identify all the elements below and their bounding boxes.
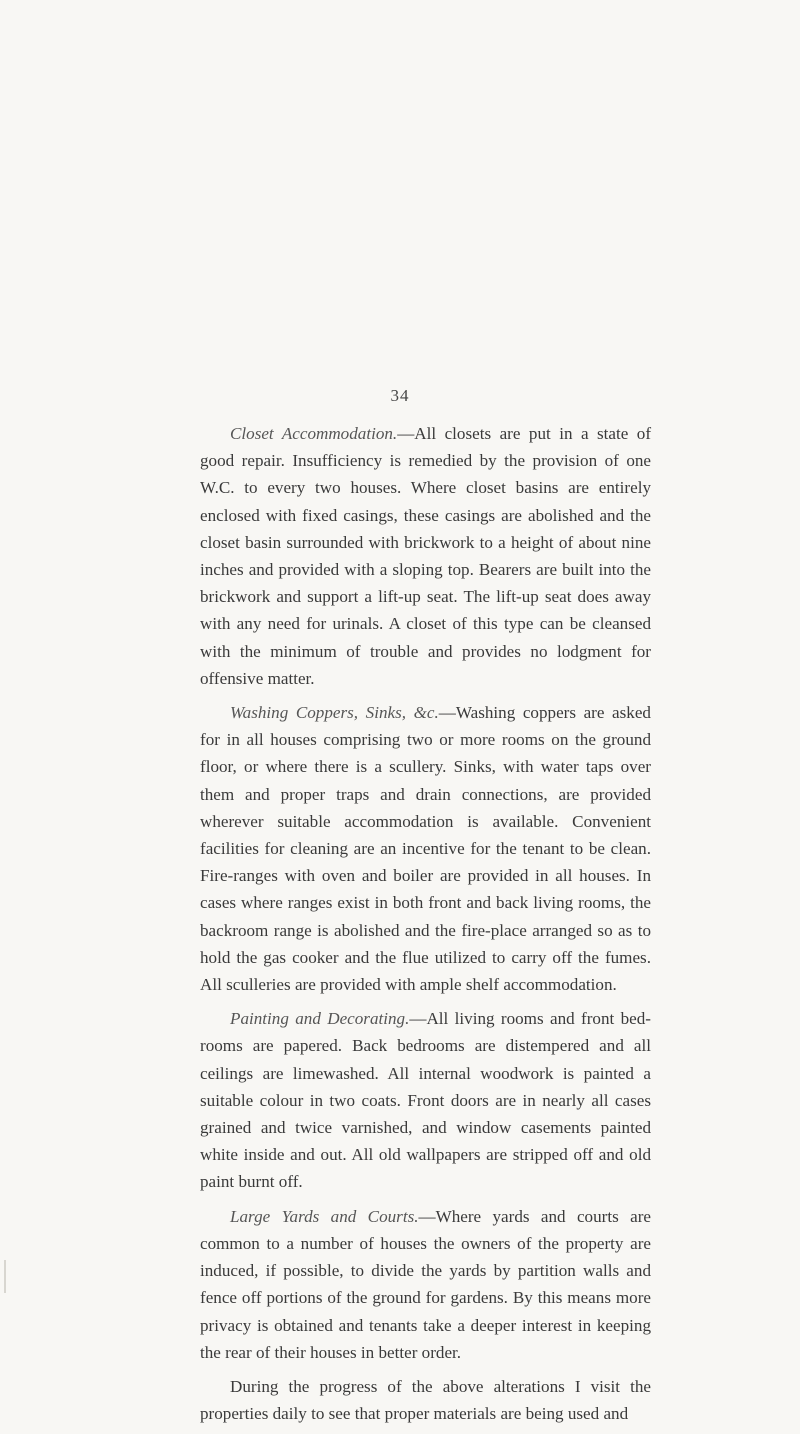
paragraph-body: —All living rooms and front bedrooms are papered. Back bedrooms are distempered and all ceilings are limewashed. All internal woodwork is painted a suitable colour in two coats. Front doors are in nearly all cases grained and twice varnished, and window casements painted white inside and out. All old wallpapers are stripped off and old paint burnt off. <box>200 1009 651 1192</box>
paragraph-large-yards <box>200 1203 651 1366</box>
body-text <box>200 420 651 1434</box>
page-number: 34 <box>390 386 410 405</box>
paragraph-heading: Washing Coppers, Sinks, &c. <box>230 703 439 723</box>
paragraph-heading: Painting and Decorating. <box>230 1009 410 1029</box>
paragraph-heading: Closet Accommodation. <box>230 424 398 443</box>
paragraph-progress <box>200 1373 651 1427</box>
scan-edge-mark <box>4 1260 6 1293</box>
paragraph-heading: Large Yards and Courts. <box>230 1206 419 1226</box>
paragraph-body: —All closets are put in a state of good repair. Insufficiency is remedied by the provision of one W.C. to every two houses. Where closet basins are entirely enclosed with fixed casings, these casings are abolished and the closet basin surrounded with brickwork to a height of about nine inches and provided with a sloping top. Bearers are built into the brickwork and support a lift-up seat. The lift-up seat does away with any need for urinals. A closet of this type can be cleansed with the minimum of trouble and provides no lodgment for offensive matter. <box>200 424 652 688</box>
paragraph-washing-coppers <box>200 699 651 998</box>
paragraph-closet-accommodation <box>200 420 651 692</box>
paragraph-painting-decorating <box>200 1005 651 1195</box>
paragraph-body: —Where yards and courts are common to a number of houses the owners of the property are induced, if possible, to divide the yards by partition walls and fence off portions of the ground for gardens. By this means more privacy is obtained and tenants take a deeper interest in keeping the rear of their houses in better order. <box>200 1206 651 1362</box>
paragraph-body: During the progress of the above alterations I visit the properties daily to see that proper materials are being used and <box>200 1376 651 1424</box>
paragraph-body: —Washing coppers are asked for in all houses comprising two or more rooms on the ground floor, or where there is a scullery. Sinks, with water taps over them and proper traps and drain connections, are provided wherever suitable accommodation is available. Convenient facilities for cleaning are an incentive for the tenant to be clean. Fire-ranges with oven and boiler are provided in all houses. In cases where ranges exist in both front and back living rooms, the backroom range is abolished and the fire-place arranged so as to hold the gas cooker and the flue utilized to carry off the fumes. All sculleries are provided with ample shelf accommodation. <box>200 703 651 995</box>
